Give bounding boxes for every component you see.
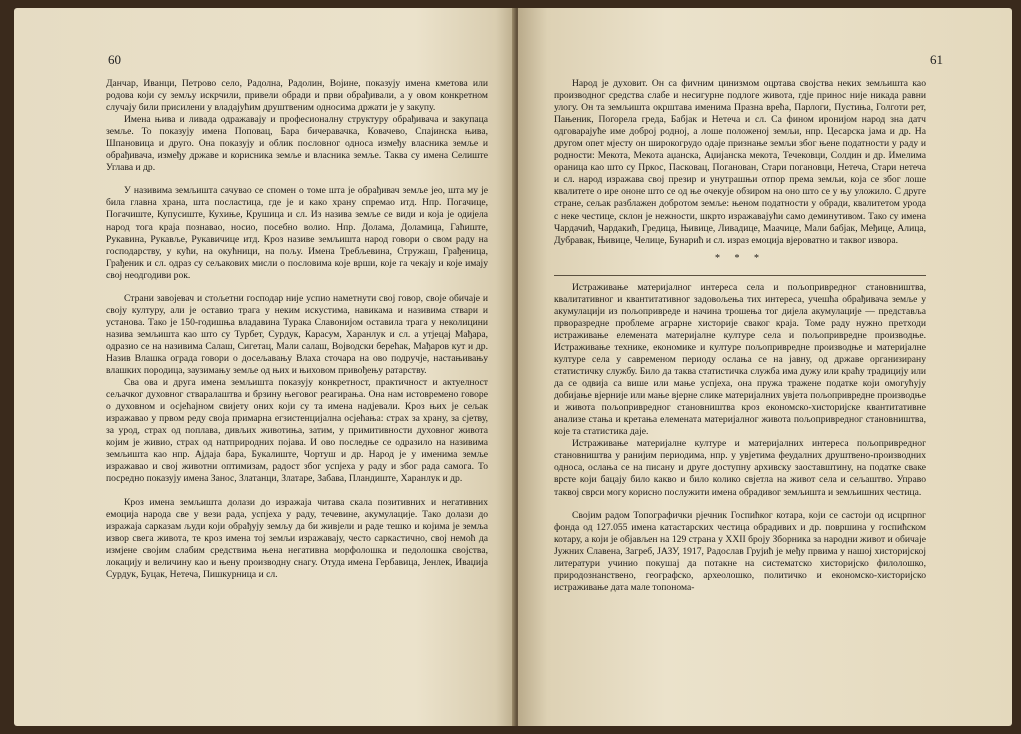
left-paragraph-3: У називима земљишта сачувао се спомен о томе шта је обрађивач земље јео, шта му је била главна храна, шта посластица, где је и како храну спремао итд. Нпр. Погачице, Погачиште, Купусиште, Кухиње, Крушица и сл. Из назива земље се види и која је одијела народ тога краја познавао, носио, посебно волио. Нпр. Долама, Доламица, Гаћиште, Рукавина, Рукавље, Рукавичице итд. Кроз називе земљишта народ говори о свом раду на господарству, у кући, на окућници, на пољу. Имена Требљевина, Стружаш, Грађеница, Грађеник и сл. одраз су сељакових мисли о пословима које врши, које га чекају и које имају свој неодгодиви рок. [106,185,488,281]
left-paragraph-4: Страни завојевач и стољетни господар није успио наметнути свој говор, своје обичаје и своју културу, али је оставио трага у неким искустима, навикама и називима ствари и установа. Тако је 150-годишња владавина Турака Славонијом оставила трага у неколицини назива земљишта као што су Турбет, Сурдук, Карасум, Харанлук и сл. а утјецај Мађара, одразио се на називима Салаш, Сигетац, Мали салаш, Војводски берећак, Мађаров кут и др. Назив Влашка ограда говори о досељавању Влаха сточара на ово подручје, настањивању влашких породица, заузимању земље од њих и њиховом привођењу ратарству. [106,292,488,377]
left-page [14,8,516,726]
left-paragraph-5: Сва ова и друга имена земљишта показују конкретност, практичност и актуелност сељачког духовног стваралаштва и брзину његовог реагирања. Она нам истовремено говоре о духовном и осјећајном свијету оних који су та имена надјевали. Кроз њих је сељак изражавао у првом реду своја примарна егзистенцијална осјећања: страх за храну, за сјетву, за урод, страх од поплава, дивљих животиња, затим, у примитивности духовног живота којим је живио, страх од натприродних појава. И ово последње се одразило на називима земљишта као нпр. Ајдаја бара, Букалиште, Чортуш и др. Народ је у именима земље изражавао и свој животни оптимизам, радост због успјеха у раду и због рада самога. То посредно показују имена Занос, Златанци, Златаре, Забава, Пландиште, Харанлук и др. [106,377,488,485]
section-separator: * * * [715,252,765,264]
right-paragraph-2: Истраживање материјалног интереса села и пољопривредног становништва, квалитативног и квантитативног задовољења тих интереса, учешћа обрађивача земље у акумулацији из пољопривреде и начина трошења тог дијела акумулације — представља прворазредне проблеме аграрне хисторије сваког краја. Томе раду нужно претходи истраживање елемената материјалне културе села и пољопривредне производње. Истраживање технике, економике и културе пољопривредне производње и материјалне културе села у савременом периоду ослања се на јавну, од државе организирану статистичку службу. Било да таква статистичка служба има дужу или краћу традицију или да се одвија са више или мање успјеха, она пружа тражене податке који омогућују добијање вјерније или мање вјерне слике материјалних увјета пољопривредне производње и живота пољопривредног становништва кроз економско-хисторијске квантитативне анализе стања и кретања елемената материјалног живота пољопривредног становништва, које та статистика даје. [554,281,926,438]
page-number-left: 60 [108,52,121,67]
left-paragraph-1: Данчар, Иванци, Петрово село, Радолна, Радолин, Војине, показују имена кметова или родова који су земљу искрчили, привели обради и први обрађивали, а у овом конкретном случају били присилени у владајућим друштвеним односима држати је у закупу. [106,78,488,114]
left-paragraph-6: Кроз имена земљишта долази до изражаја читава скала позитивних и негативних емоција народа све у вези рада, успјеха у раду, течевине, акумулације. Тако долази до изражаја сарказам људи који обрађују земљу да би живјели и раде тешко и којима је земља извор свега живота, те кроз имена тој земљи изражавају, често саркастично, свој немоћ да измјене својим слабим средствима њена негативна морфолошка и педолошка својства, локацију и величину као и њену производну снагу. Отуда имена Гербавица, Јенлек, Иваџија Сурдук, Буцак, Нетеча, Пишкурница и сл. [106,496,488,580]
right-paragraph-1: Народ је духовит. Он са фиvним цинизмом оцртава својства неких земљишта као производног средства слабе и несигурне подлоге живота, гдје принос није никада равни улогу. Он та земљишта окрштава именима Празна врећа, Парлоги, Пустиња, Голготи рет, Пањеник, Погорела греда, Бабјак и Нетеча и сл. Са фином иронијом народ зна датч одговарајуће име доброј родној, а лоше положеној земљи, нпр. Цесарска јама и др. На другом опет мјесту он широкогрудо одаје признање земљи због њене податности у раду и родности: Мекота, Мекота аџанска, Аџијанска мекота, Течековци, Солдин и др. Имелима ораница као што су Пркос, Пасковац, Поганован, Стари погановци, Нетеча, Стари нетеча и сл. народ изражава свој презир и унутрашњи отпор према земљи, која се због лоше квалитете о ире ононе што се од ње очекује обзиром на оно што се у њу уложило. С друге стране, сељак разблажен добротом земље: њеном податности у обради, квалитетом урода с неке честице, склон је нежности, шкрто изражавајући само деминутивом. Тако су имена Чардачић, Чардакић, Гредица, Њивице, Ливадице, Маачице, Мали бабјак, Међице, Алица, Дубравак, Њивице, Челице, Бунарић и сл. израз емоција вјероватно и таквог извора. [554,78,926,246]
left-paragraph-2: Имена њива и ливада одражавају и професионалну структуру обрађивача и закупаца земље. То показују имена Поповац, Бара бичеравачка, Ковачево, Спајинска њива, Шпановица и друго. Она показују и облик пословног односа између власника земље и обрађивача, између државе и корисника земље и власника земље. Таква су имена Селиште Углава и др. [106,114,488,174]
right-paragraph-4: Својим радом Топографички рјечник Госпићког котара, који се састоји од исцрпног фонда од 127.055 имена катастарских честица обрадивих и др. површина у госпићском котару, а који је објављен на 129 страна у XXII броју Зборника за народни живот и обичаје Јужних Славена, Загреб, ЈАЗУ, 1917, Радослав Грујић је међу првима у нашој хисторијској литератури учинио покушај да потакне на систематско хисторијско филолошко, природознанствено, географско, археолошко, политичко и економско-хисторијско истраживање дата мале топонома- [554,509,926,593]
right-page [518,8,1012,726]
left-page-text [106,78,488,581]
right-page-text [554,78,926,594]
right-paragraph-3: Истраживање материјалне културе и материјалних интереса пољопривредног становништва у ранијим периодима, нпр. у увјетима феудалних друштвено-производних односа, ослања се на писану и друге доступну архивску заоставштину, на податке сваке врсте који бацају било какво и било колико свјетла на живот села и сељаштво. Управо таквој сврси могу корисно послужити имена обрадивог земљишта и земљишних честица. [554,438,926,498]
section-rule [554,275,926,276]
page-number-right: 61 [930,52,943,67]
